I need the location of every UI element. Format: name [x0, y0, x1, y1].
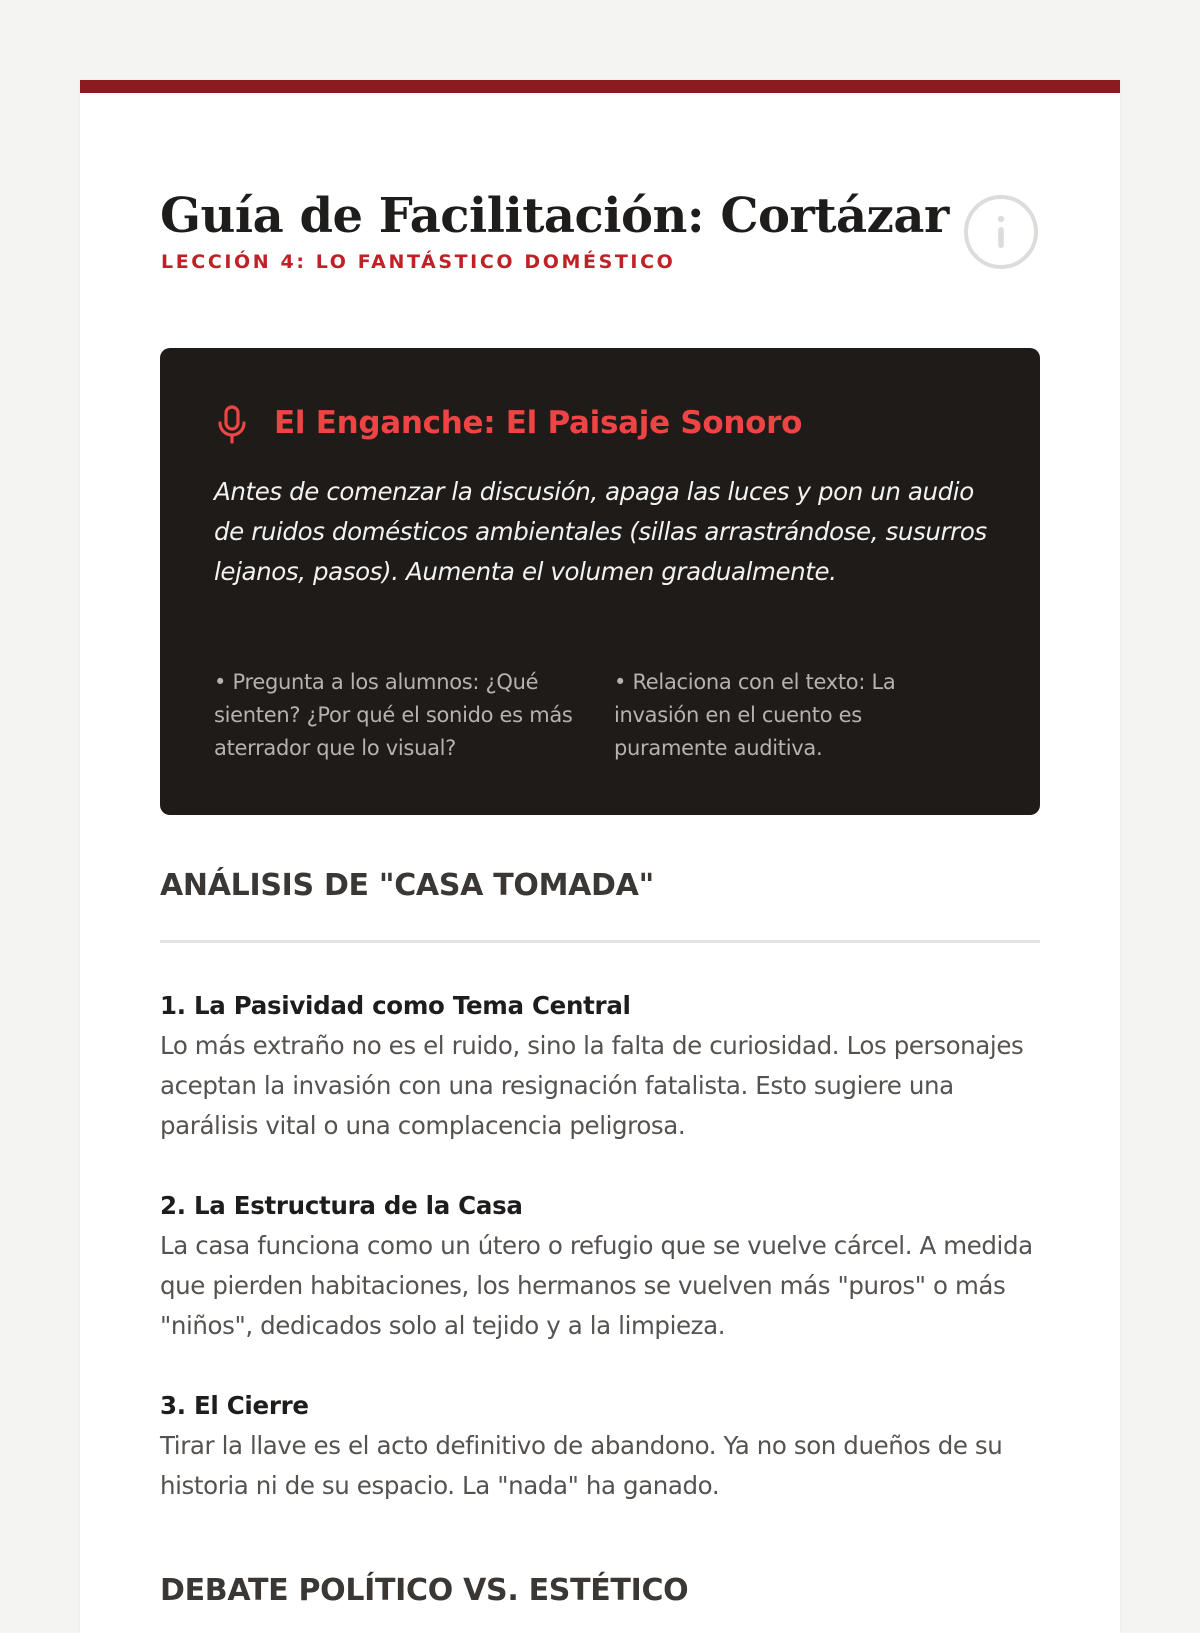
- point-title: 3. El Cierre: [160, 1391, 309, 1420]
- point-title: 1. La Pasividad como Tema Central: [160, 991, 631, 1020]
- point-title: 2. La Estructura de la Casa: [160, 1191, 523, 1220]
- info-icon: [968, 199, 1034, 265]
- hook-box: [160, 348, 1040, 815]
- hook-text: Antes de comenzar la discusión, apaga las luces y pon un audio de ruidos domésticos ambientales (sillas arrastrándose, susurros lejanos, pasos). Aumenta el volumen gradualmente.: [214, 477, 987, 586]
- analysis-point: [160, 1186, 1040, 1346]
- section-divider: [160, 940, 1040, 943]
- point-body: Tirar la llave es el acto definitivo de abandono. Ya no son dueños de su historia ni de su espacio. La "nada" ha ganado.: [160, 1431, 1003, 1500]
- guide-card: [80, 80, 1120, 1633]
- hook-bullet: • Relaciona con el texto: La invasión en el cuento es puramente auditiva.: [614, 670, 896, 760]
- lesson-subtitle: LECCIÓN 4: LO FANTÁSTICO DOMÉSTICO: [161, 251, 676, 273]
- page-title: Guía de Facilitación: Cortázar: [160, 188, 949, 244]
- hook-bullet: • Pregunta a los alumnos: ¿Qué sienten? ¿Por qué el sonido es más aterrador que lo visual?: [214, 670, 573, 760]
- info-button[interactable]: [964, 195, 1038, 269]
- analysis-heading: ANÁLISIS DE "CASA TOMADA": [160, 868, 654, 903]
- analysis-point: [160, 986, 1040, 1146]
- hook-title: El Enganche: El Paisaje Sonoro: [274, 405, 803, 441]
- point-body: La casa funciona como un útero o refugio que se vuelve cárcel. A medida que pierden habitaciones, los hermanos se vuelven más "puros" o más "niños", dedicados solo al tejido y a la limpieza.: [160, 1231, 1033, 1340]
- microphone-icon: [214, 405, 250, 445]
- point-body: Lo más extraño no es el ruido, sino la falta de curiosidad. Los personajes aceptan la invasión con una resignación fatalista. Esto sugiere una parálisis vital o una complacencia peligrosa.: [160, 1031, 1024, 1140]
- analysis-point: [160, 1386, 1040, 1506]
- debate-heading: DEBATE POLÍTICO VS. ESTÉTICO: [160, 1573, 689, 1608]
